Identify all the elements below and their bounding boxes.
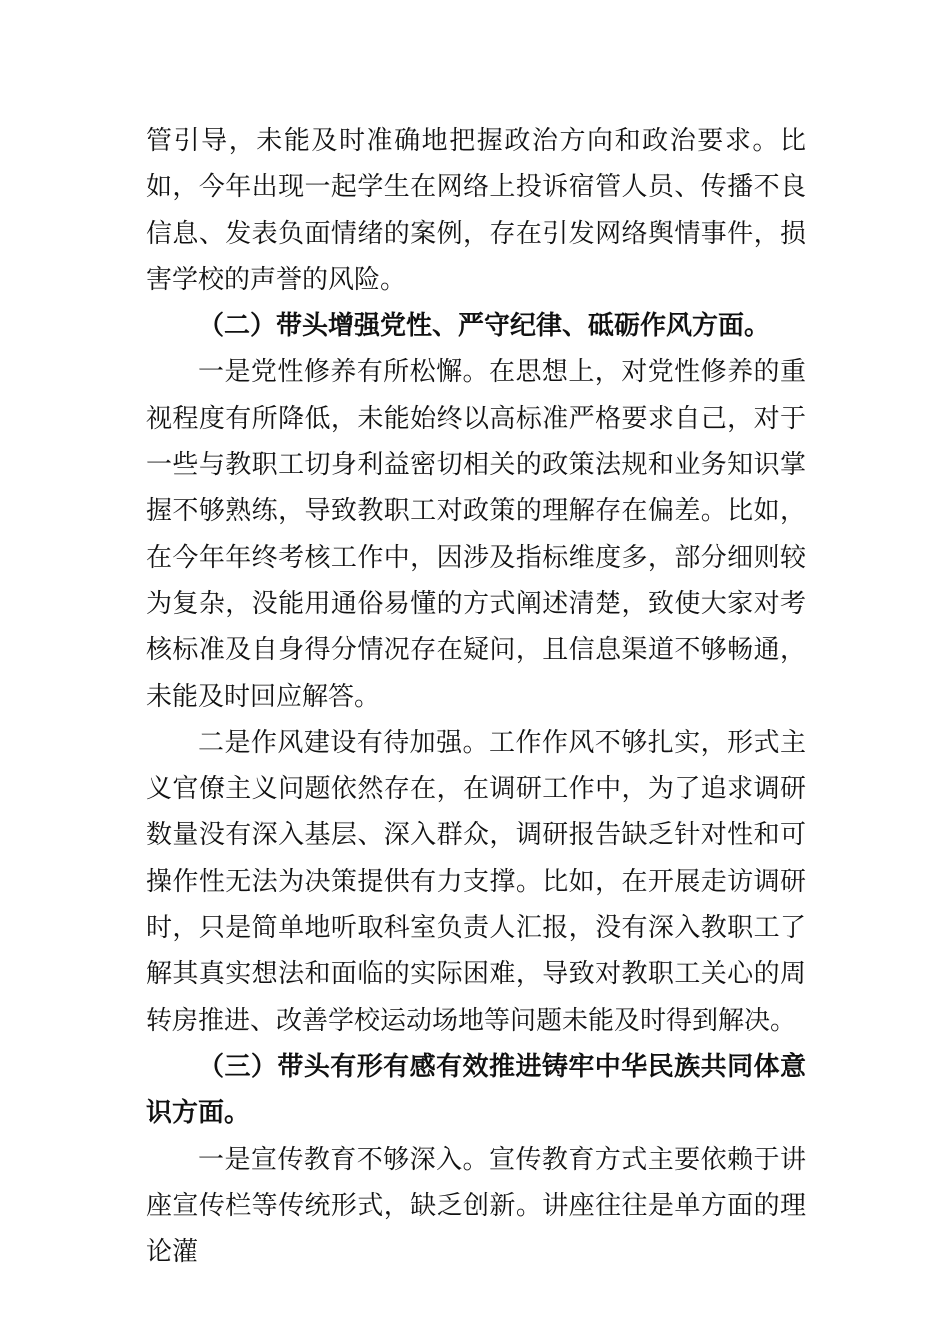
paragraph-work-style: 二是作风建设有待加强。工作作风不够扎实，形式主义官僚主义问题依然存在，在调研工作中，为了追求调研数量没有深入基层、深入群众，调研报告缺乏针对性和可操作性无法为决策提供有力支撑。比如，在开展走访调研时，只是简单地听取科室负责人汇报，没有深入教职工了解其真实想法和面临的实际困难，导致对教职工关心的周转房推进、改善学校运动场地等问题未能及时得到解决。 xyxy=(146,727,806,1036)
paragraph-continuation: 管引导，未能及时准确地把握政治方向和政治要求。比如，今年出现一起学生在网络上投诉宿管人员、传播不良信息、发表负面情绪的案例，存在引发网络舆情事件，损害学校的声誉的风险。 xyxy=(146,126,806,295)
document-body xyxy=(146,118,806,1275)
section-heading-3: （三）带头有形有感有效推进铸牢中华民族共同体意识方面。 xyxy=(146,1051,806,1129)
section-heading-2: （二）带头增强党性、严守纪律、砥砺作风方面。 xyxy=(198,311,771,342)
paragraph-publicity-education: 一是宣传教育不够深入。宣传教育方式主要依赖于讲座宣传栏等传统形式，缺乏创新。讲座往往是单方面的理论灌 xyxy=(146,1144,806,1268)
paragraph-party-spirit: 一是党性修养有所松懈。在思想上，对党性修养的重视程度有所降低，未能始终以高标准严格要求自己，对于一些与教职工切身利益密切相关的政策法规和业务知识掌握不够熟练，导致教职工对政策的理解存在偏差。比如，在今年年终考核工作中，因涉及指标维度多，部分细则较为复杂，没能用通俗易懂的方式阐述清楚，致使大家对考核标准及自身得分情况存在疑问，且信息渠道不够畅通，未能及时回应解答。 xyxy=(146,357,806,712)
